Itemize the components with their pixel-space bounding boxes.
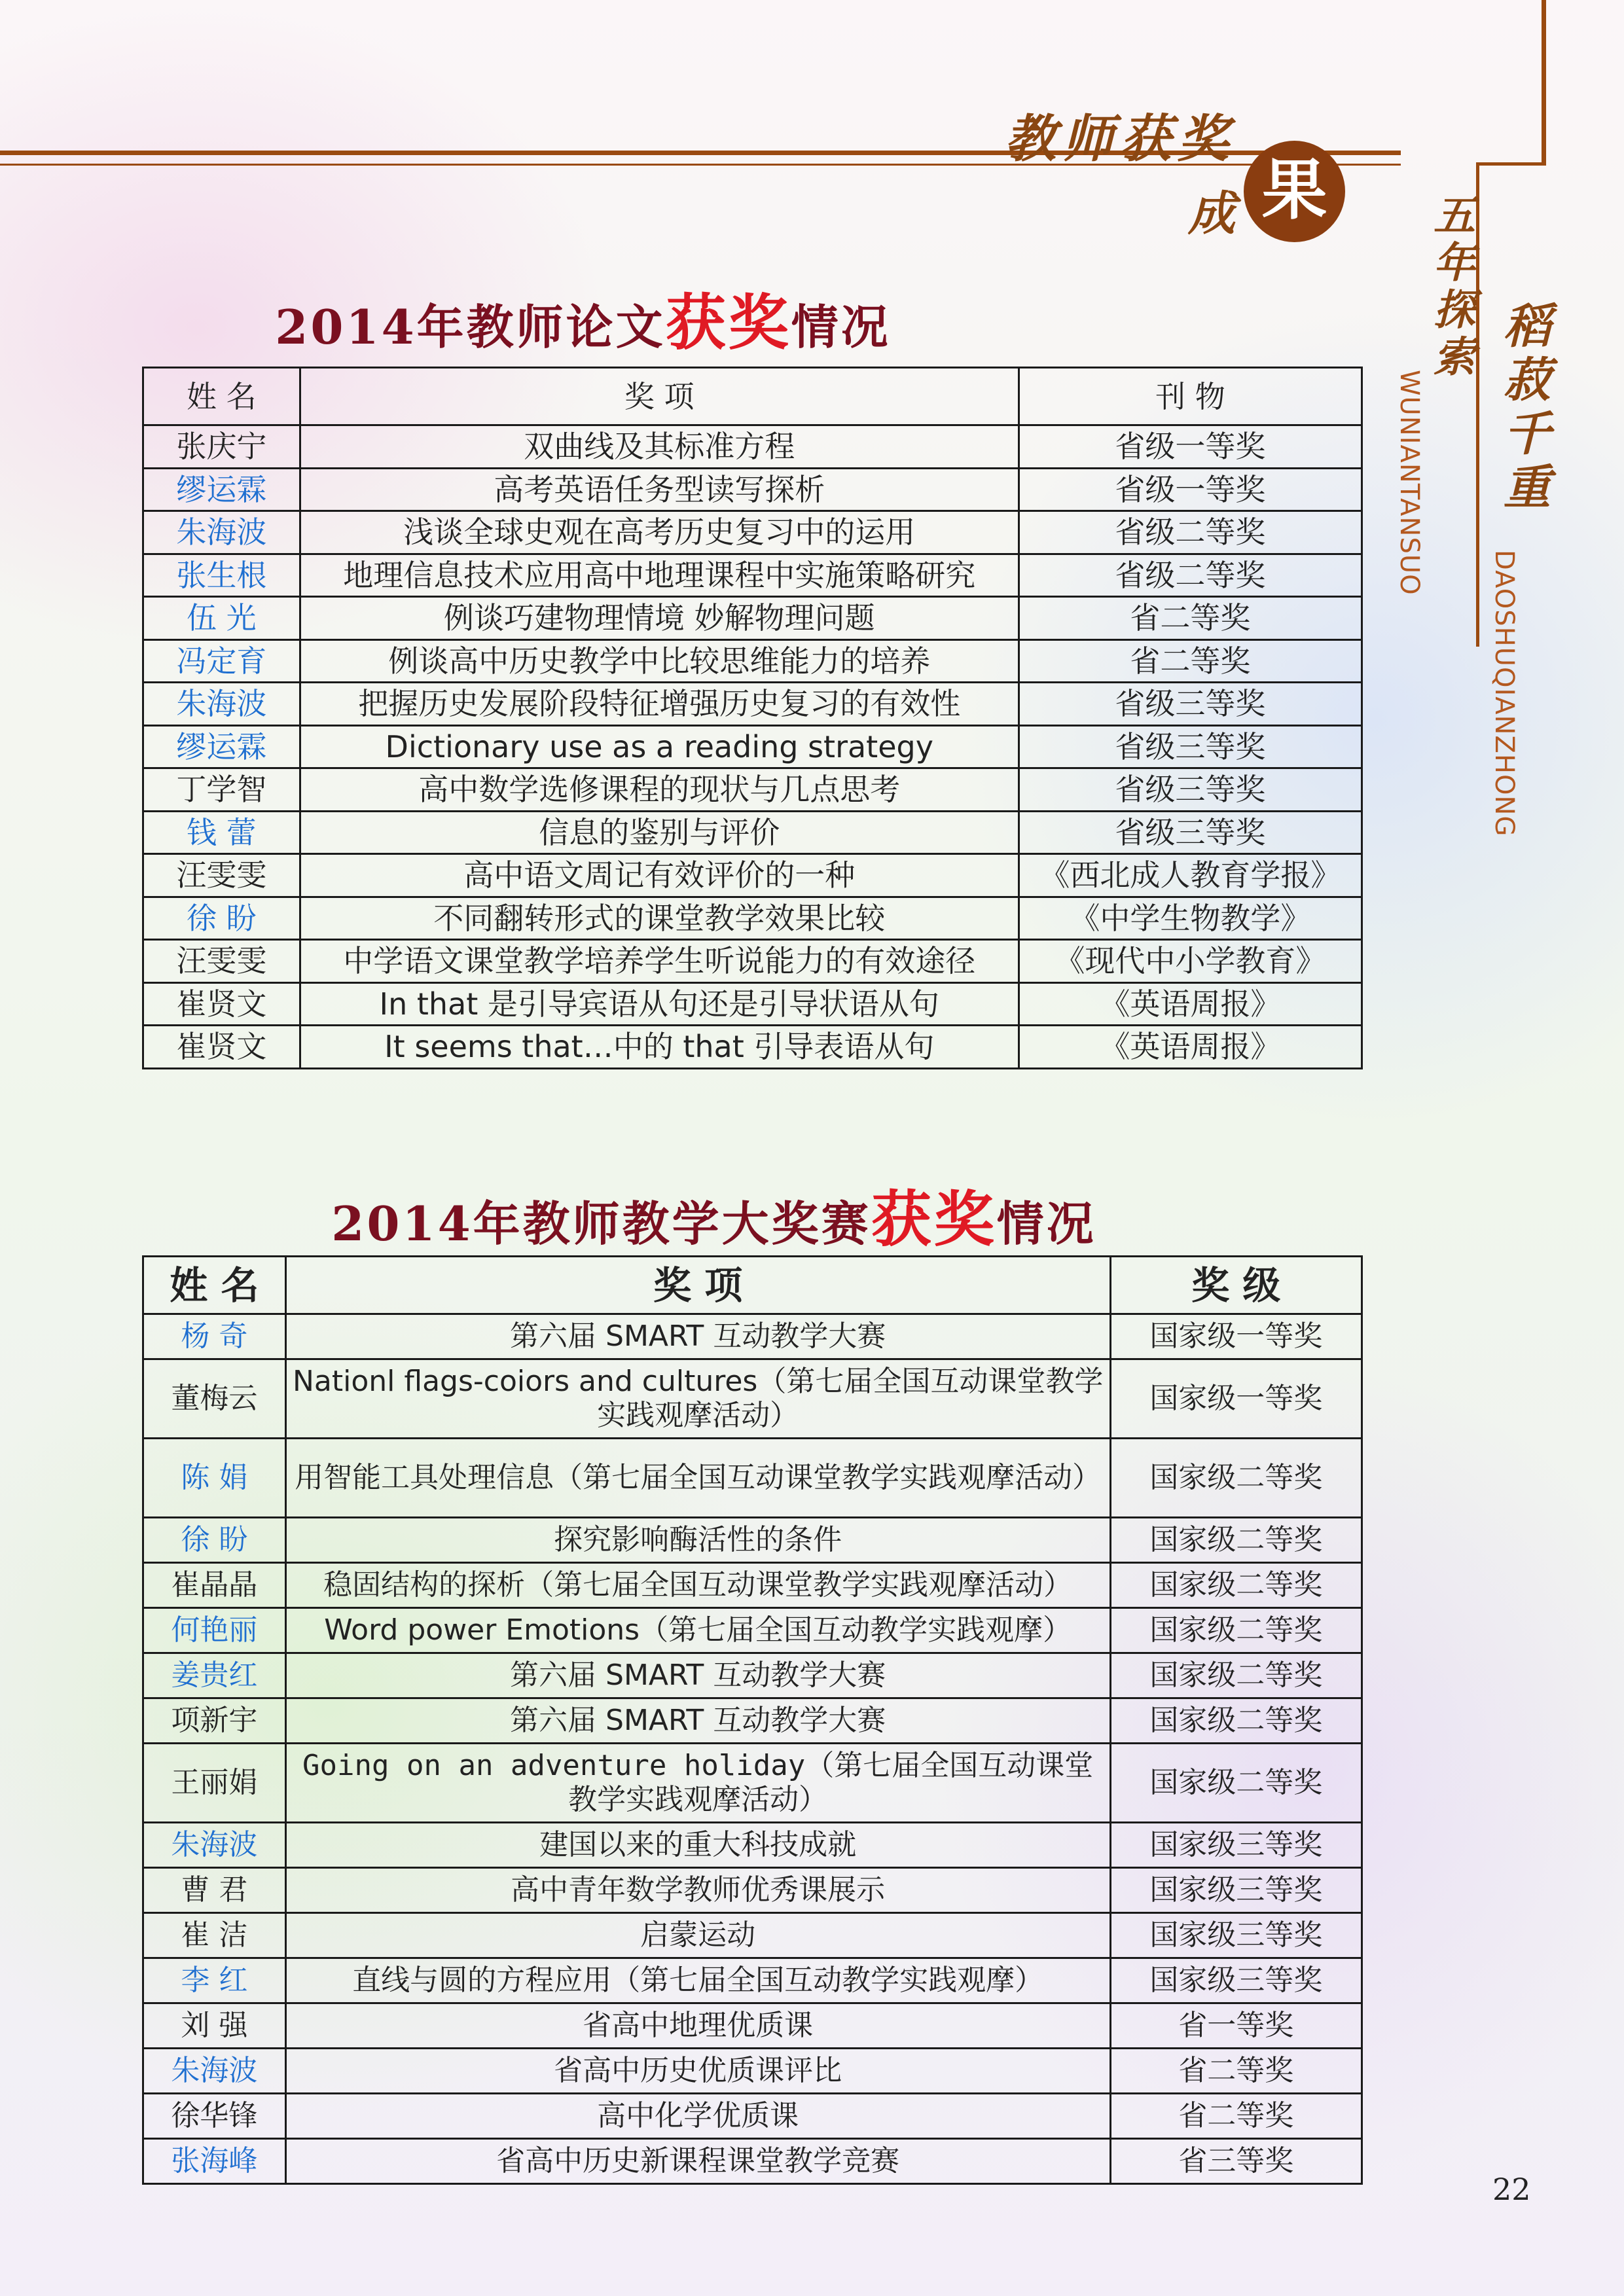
column-header-level: 奖 级 [1110, 1257, 1362, 1314]
cell-item: 第六届 SMART 互动教学大赛 [285, 1314, 1110, 1359]
cell-result: 国家级二等奖 [1110, 1653, 1362, 1698]
vertical-en-1: WUNIANTANSUO [1394, 370, 1424, 596]
vertical-en-2: DAOSHUQIANZHONG [1489, 550, 1519, 837]
table-row [143, 940, 1362, 983]
table-header-row [143, 1257, 1362, 1314]
cell-name: 伍 光 [143, 597, 300, 640]
cell-result: 省级三等奖 [1019, 725, 1362, 768]
section1-title-highlight: 获奖 [665, 287, 791, 358]
cell-name: 朱海波 [143, 1823, 286, 1868]
table-row [143, 1608, 1362, 1653]
cell-result: 国家级三等奖 [1110, 1913, 1362, 1958]
cell-item: 中学语文课堂教学培养学生听说能力的有效途径 [300, 940, 1019, 983]
cell-result: 国家级三等奖 [1110, 1868, 1362, 1913]
cell-item: 启蒙运动 [285, 1913, 1110, 1958]
cell-item: 稳固结构的探析（第七届全国互动课堂教学实践观摩活动） [285, 1563, 1110, 1608]
cell-name: 王丽娟 [143, 1744, 286, 1823]
section2-title-post: 情况 [996, 1196, 1096, 1251]
table-row [143, 1698, 1362, 1744]
header-rule-vertical [1542, 0, 1546, 164]
cell-item: 把握历史发展阶段特征增强历史复习的有效性 [300, 683, 1019, 726]
cell-item: 高中语文周记有效评价的一种 [300, 854, 1019, 897]
cell-result: 国家级二等奖 [1110, 1744, 1362, 1823]
cell-name: 张生根 [143, 554, 300, 597]
cell-item: Going on an adventure holiday（第七届全国互动课堂教学实践观摩活动） [285, 1744, 1110, 1823]
table-row [143, 2139, 1362, 2184]
cell-item: 信息的鉴别与评价 [300, 811, 1019, 854]
cell-item: 不同翻转形式的课堂教学效果比较 [300, 897, 1019, 940]
column-header-name: 姓 名 [143, 1257, 286, 1314]
page-number: 22 [1492, 2172, 1531, 2207]
header-rule-corner [1476, 162, 1546, 166]
cell-name: 陈 娟 [143, 1439, 286, 1518]
cell-item: 第六届 SMART 互动教学大赛 [285, 1698, 1110, 1744]
table-row [143, 468, 1362, 511]
header-circle-badge: 果 [1244, 141, 1345, 242]
cell-result: 省级三等奖 [1019, 811, 1362, 854]
section2-title-highlight: 获奖 [871, 1184, 997, 1255]
table-row [143, 554, 1362, 597]
cell-item: Dictionary use as a reading strategy [300, 725, 1019, 768]
cell-name: 汪雯雯 [143, 854, 300, 897]
cell-item: Word power Emotions（第七届全国互动教学实践观摩） [285, 1608, 1110, 1653]
cell-item: 高中青年数学教师优秀课展示 [285, 1868, 1110, 1913]
table-row [143, 854, 1362, 897]
table-row [143, 511, 1362, 554]
table-row [143, 725, 1362, 768]
cell-result: 省一等奖 [1110, 2003, 1362, 2049]
cell-result: 《中学生物教学》 [1019, 897, 1362, 940]
vertical-title-2: 稻菽千重 [1496, 301, 1551, 516]
cell-item: 高考英语任务型读写探析 [300, 468, 1019, 511]
table-row [143, 1913, 1362, 1958]
table-row [143, 683, 1362, 726]
cell-result: 国家级二等奖 [1110, 1698, 1362, 1744]
cell-result: 省级二等奖 [1019, 511, 1362, 554]
cell-result: 省二等奖 [1019, 597, 1362, 640]
table-row [143, 982, 1362, 1026]
cell-item: 省高中历史优质课评比 [285, 2049, 1110, 2094]
column-header-journal: 刊 物 [1019, 368, 1362, 425]
cell-result: 省二等奖 [1019, 639, 1362, 683]
cell-name: 钱 蕾 [143, 811, 300, 854]
table-row [143, 1823, 1362, 1868]
cell-result: 国家级一等奖 [1110, 1314, 1362, 1359]
table-row [143, 897, 1362, 940]
vertical-title-1: 五年探索 [1426, 193, 1475, 382]
cell-name: 朱海波 [143, 2049, 286, 2094]
cell-item: 高中化学优质课 [285, 2094, 1110, 2139]
table-row [143, 1744, 1362, 1823]
cell-result: 国家级二等奖 [1110, 1563, 1362, 1608]
cell-result: 省级三等奖 [1019, 768, 1362, 812]
header-sub: 成 [1188, 185, 1236, 241]
cell-item: 省高中地理优质课 [285, 2003, 1110, 2049]
cell-name: 丁学智 [143, 768, 300, 812]
cell-name: 冯定育 [143, 639, 300, 683]
cell-result: 《英语周报》 [1019, 1026, 1362, 1069]
table-row [143, 2094, 1362, 2139]
cell-result: 《英语周报》 [1019, 982, 1362, 1026]
cell-name: 朱海波 [143, 511, 300, 554]
table-row [143, 1518, 1362, 1563]
cell-result: 国家级三等奖 [1110, 1958, 1362, 2003]
section2-title [0, 1172, 1526, 1258]
cell-name: 项新宇 [143, 1698, 286, 1744]
cell-result: 国家级二等奖 [1110, 1608, 1362, 1653]
table-row [143, 2003, 1362, 2049]
cell-item: 浅谈全球史观在高考历史复习中的运用 [300, 511, 1019, 554]
cell-item: 高中数学选修课程的现状与几点思考 [300, 768, 1019, 812]
section1-title [0, 275, 1395, 361]
column-header-item: 奖 项 [300, 368, 1019, 425]
teaching-awards-table [142, 1255, 1363, 2185]
cell-result: 国家级一等奖 [1110, 1359, 1362, 1439]
section1-title-post: 情况 [791, 299, 891, 355]
cell-name: 崔贤文 [143, 982, 300, 1026]
cell-item: 用智能工具处理信息（第七届全国互动课堂教学实践观摩活动） [285, 1439, 1110, 1518]
cell-item: 例谈巧建物理情境 妙解物理问题 [300, 597, 1019, 640]
header-title: 教师获奖 [1005, 109, 1236, 169]
cell-item: 地理信息技术应用高中地理课程中实施策略研究 [300, 554, 1019, 597]
cell-result: 省级一等奖 [1019, 425, 1362, 469]
column-header-name: 姓 名 [143, 368, 300, 425]
table-row [143, 1653, 1362, 1698]
table-row [143, 811, 1362, 854]
section1-title-pre: 2014年教师论文 [275, 299, 666, 355]
cell-item: Nationl flags-coiors and cultures（第七届全国互动课堂教学实践观摩活动） [285, 1359, 1110, 1439]
table-row [143, 1439, 1362, 1518]
table-row [143, 1026, 1362, 1069]
table-row [143, 1359, 1362, 1439]
cell-name: 汪雯雯 [143, 940, 300, 983]
table-row [143, 425, 1362, 469]
table-header-row [143, 368, 1362, 425]
cell-item: 第六届 SMART 互动教学大赛 [285, 1653, 1110, 1698]
cell-name: 徐华锋 [143, 2094, 286, 2139]
cell-name: 缪运霖 [143, 468, 300, 511]
cell-name: 杨 奇 [143, 1314, 286, 1359]
cell-result: 国家级二等奖 [1110, 1518, 1362, 1563]
cell-name: 李 红 [143, 1958, 286, 2003]
cell-result: 《现代中小学教育》 [1019, 940, 1362, 983]
cell-item: 双曲线及其标准方程 [300, 425, 1019, 469]
cell-name: 缪运霖 [143, 725, 300, 768]
cell-result: 国家级三等奖 [1110, 1823, 1362, 1868]
column-header-item: 奖 项 [285, 1257, 1110, 1314]
table-row [143, 2049, 1362, 2094]
cell-name: 董梅云 [143, 1359, 286, 1439]
cell-name: 张庆宁 [143, 425, 300, 469]
table-row [143, 639, 1362, 683]
cell-name: 徐 盼 [143, 1518, 286, 1563]
cell-name: 张海峰 [143, 2139, 286, 2184]
table-row [143, 1958, 1362, 2003]
cell-name: 崔晶晶 [143, 1563, 286, 1608]
cell-item: 直线与圆的方程应用（第七届全国互动教学实践观摩） [285, 1958, 1110, 2003]
cell-result: 省二等奖 [1110, 2049, 1362, 2094]
cell-name: 朱海波 [143, 683, 300, 726]
cell-item: In that 是引导宾语从句还是引导状语从句 [300, 982, 1019, 1026]
cell-item: It seems that…中的 that 引导表语从句 [300, 1026, 1019, 1069]
cell-result: 省级三等奖 [1019, 683, 1362, 726]
cell-result: 省级一等奖 [1019, 468, 1362, 511]
section2-title-pre: 2014年教师教学大奖赛 [331, 1196, 871, 1251]
cell-name: 崔 洁 [143, 1913, 286, 1958]
cell-result: 省三等奖 [1110, 2139, 1362, 2184]
cell-item: 探究影响酶活性的条件 [285, 1518, 1110, 1563]
cell-name: 徐 盼 [143, 897, 300, 940]
paper-awards-table [142, 367, 1363, 1069]
table-row [143, 1563, 1362, 1608]
cell-name: 曹 君 [143, 1868, 286, 1913]
table-row [143, 597, 1362, 640]
table-row [143, 768, 1362, 812]
cell-name: 何艳丽 [143, 1608, 286, 1653]
cell-name: 姜贵红 [143, 1653, 286, 1698]
cell-result: 国家级二等奖 [1110, 1439, 1362, 1518]
cell-result: 省级二等奖 [1019, 554, 1362, 597]
table-row [143, 1868, 1362, 1913]
table-row [143, 1314, 1362, 1359]
cell-result: 《西北成人教育学报》 [1019, 854, 1362, 897]
cell-item: 建国以来的重大科技成就 [285, 1823, 1110, 1868]
cell-name: 崔贤文 [143, 1026, 300, 1069]
cell-item: 例谈高中历史教学中比较思维能力的培养 [300, 639, 1019, 683]
cell-result: 省二等奖 [1110, 2094, 1362, 2139]
cell-item: 省高中历史新课程课堂教学竞赛 [285, 2139, 1110, 2184]
cell-name: 刘 强 [143, 2003, 286, 2049]
